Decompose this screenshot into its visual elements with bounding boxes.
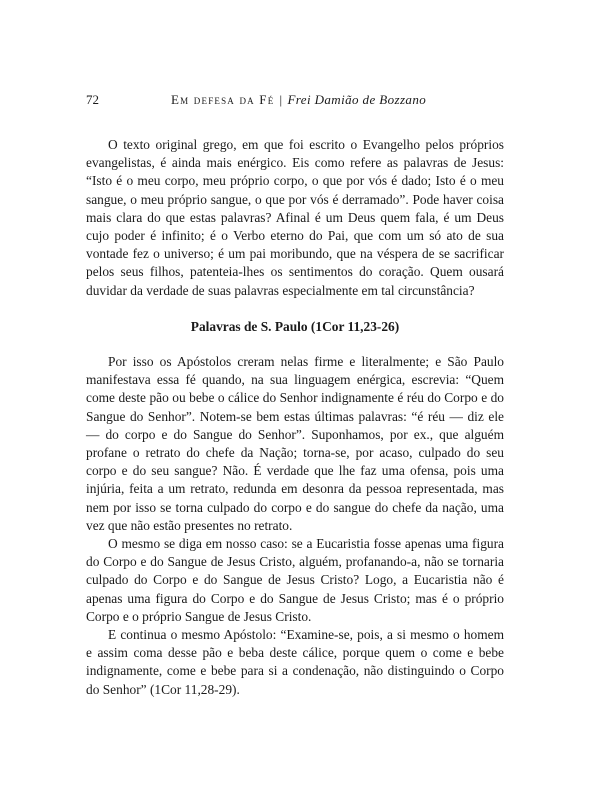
paragraph: E continua o mesmo Apóstolo: “Examine-se, pois, a si mesmo o homem e assim coma desse pão e beba deste cálice, porque quem o come e bebe indignamente, come e bebe para si a condenação, não distinguindo o Corpo do Senhor” (1Cor 11,28-29).	[86, 627, 504, 697]
page-number: 72	[86, 92, 99, 107]
running-header	[86, 90, 516, 110]
paragraph: O texto original grego, em que foi escrito o Evangelho pelos próprios evangelistas, é ainda mais enérgico. Eis como refere as palavras de Jesus: “Isto é o meu corpo, meu próprio corpo, o que por vós é dado; Isto é o meu sangue, o meu próprio sangue, o que por vós é derramado”. Pode haver coisa mais clara do que estas palavras? Afinal é um Deus quem fala, é um Deus cujo poder é infinito; é o Verbo eterno do Pai, que com um só ato de sua vontade fez o universo; é um pai moribundo, que na véspera de se sacrificar pelos seus filhos, patenteia-lhes os sentimentos do coração. Quem ousará duvidar da verdade de suas palavras especialmente em tal circunstância?	[86, 137, 504, 298]
section-heading: Palavras de S. Paulo (1Cor 11,23-26)	[190, 318, 400, 334]
page-body	[86, 136, 504, 699]
paragraph: Por isso os Apóstolos creram nelas firme e literalmente; e São Paulo manifestava essa fé quando, na sua linguagem enérgica, escrevia: “Quem come deste pão ou bebe o cálice do Senhor indignamente é réu do Corpo e do Sangue do Senhor”. Notem-se bem estas últimas palavras: “é réu — diz ele — do corpo e do Sangue do Senhor”. Suponhamos, por ex., que alguém profane o retrato do chefe da Nação; torna-se, por acaso, culpado do seu corpo e do seu sangue? Não. É verdade que lhe faz uma ofensa, pois uma injúria, feita a um retrato, redunda em desonra da pessoa representada, mas nem por isso se torna culpado do corpo e do sangue do chefe da nação, uma vez que não estão presentes no retrato.	[86, 354, 504, 533]
book-title: Em defesa da Fé	[171, 92, 275, 107]
running-head	[171, 90, 426, 110]
author-name: Frei Damião de Bozzano	[287, 92, 427, 107]
header-separator: |	[279, 92, 283, 107]
paragraph: O mesmo se diga em nosso caso: se a Eucaristia fosse apenas uma figura do Corpo e do Sangue de Jesus Cristo, alguém, profanando-a, não se tornaria culpado do Corpo e do Sangue de Jesus Cristo? Logo, a Eucaristia não é apenas uma figura do Corpo e do Sangue de Jesus Cristo; mas é o próprio Corpo e o próprio Sangue de Jesus Cristo.	[86, 536, 504, 624]
